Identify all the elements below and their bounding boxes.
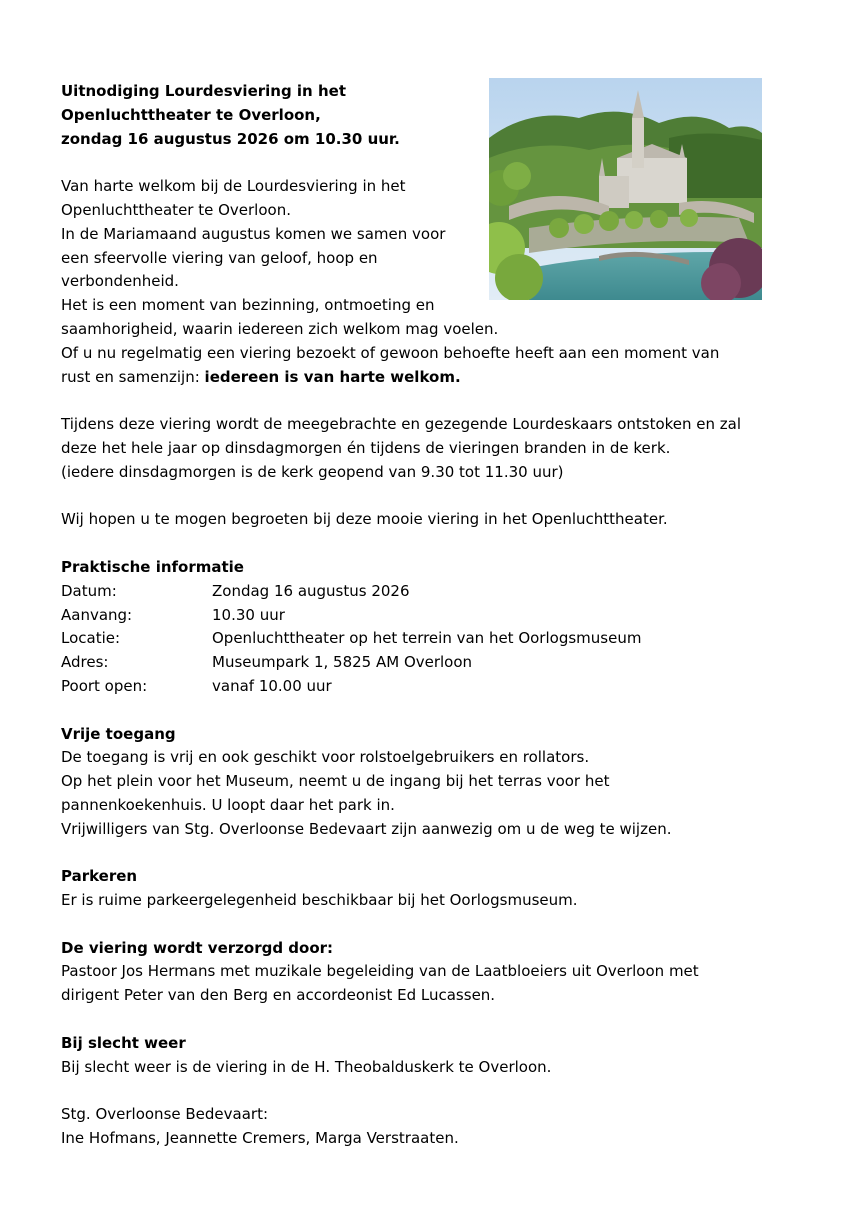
provided-line: Pastoor Jos Hermans met muzikale begeleiding van de Laatbloeiers uit Overloon met	[61, 962, 699, 981]
info-row-start	[61, 604, 781, 628]
info-value: Zondag 16 augustus 2026	[212, 581, 410, 600]
intro-line: In de Mariamaand augustus komen we samen voor	[61, 224, 446, 243]
document-body	[61, 80, 781, 1151]
hope-line: Wij hopen u te mogen begroeten bij deze mooie viering in het Openluchttheater.	[61, 510, 668, 529]
intro-line: Van harte welkom bij de Lourdesviering in het	[61, 177, 406, 196]
signature-names: Ine Hofmans, Jeannette Cremers, Marga Verstraaten.	[61, 1129, 459, 1148]
intro-line: Het is een moment van bezinning, ontmoeting en	[61, 296, 435, 315]
access-line: De toegang is vrij en ook geschikt voor rolstoelgebruikers en rollators.	[61, 748, 590, 767]
practical-info-heading: Praktische informatie	[61, 557, 244, 576]
info-value: 10.30 uur	[212, 605, 285, 624]
info-key: Datum:	[61, 581, 117, 600]
info-value: vanaf 10.00 uur	[212, 676, 332, 695]
info-row-gate-open	[61, 675, 781, 699]
info-key: Locatie:	[61, 629, 121, 648]
intro-line: een sfeervolle viering van geloof, hoop en	[61, 248, 378, 267]
access-line: Vrijwilligers van Stg. Overloonse Bedevaart zijn aanwezig om u de weg te wijzen.	[61, 819, 672, 838]
candle-line: deze het hele jaar op dinsdagmorgen én tijdens de vieringen branden in de kerk.	[61, 438, 671, 457]
intro-line: saamhorigheid, waarin iedereen zich welkom mag voelen.	[61, 319, 499, 338]
info-key: Aanvang:	[61, 605, 133, 624]
info-value: Museumpark 1, 5825 AM Overloon	[212, 653, 473, 672]
info-row-location	[61, 627, 781, 651]
access-line: Op het plein voor het Museum, neemt u de ingang bij het terras voor het	[61, 772, 610, 791]
bad-weather-heading: Bij slecht weer	[61, 1033, 186, 1052]
info-row-address	[61, 651, 781, 675]
free-access-heading: Vrije toegang	[61, 724, 176, 743]
parking-line: Er is ruime parkeergelegenheid beschikbaar bij het Oorlogsmuseum.	[61, 891, 578, 910]
intro-line: verbondenheid.	[61, 272, 179, 291]
invitation-title-line3: zondag 16 augustus 2026 om 10.30 uur.	[61, 129, 400, 148]
provided-by-heading: De viering wordt verzorgd door:	[61, 938, 334, 957]
intro-welcome-bold: iedereen is van harte welkom.	[204, 367, 461, 386]
info-key: Adres:	[61, 653, 109, 672]
candle-line: (iedere dinsdagmorgen is de kerk geopend van 9.30 tot 11.30 uur)	[61, 462, 564, 481]
info-value: Openluchttheater op het terrein van het Oorlogsmuseum	[212, 629, 642, 648]
candle-line: Tijdens deze viering wordt de meegebrachte en gezegende Lourdeskaars ontstoken en zal	[61, 415, 742, 434]
invitation-title-line2: Openluchttheater te Overloon,	[61, 105, 321, 124]
intro-line: Of u nu regelmatig een viering bezoekt of gewoon behoefte heeft aan een moment van	[61, 343, 720, 362]
info-row-date	[61, 580, 781, 604]
invitation-title-line1: Uitnodiging Lourdesviering in het	[61, 82, 346, 100]
intro-welcome-line	[61, 366, 781, 390]
info-key: Poort open:	[61, 676, 148, 695]
access-line: pannenkoekenhuis. U loopt daar het park in.	[61, 795, 395, 814]
intro-line: Openluchttheater te Overloon.	[61, 200, 291, 219]
provided-line: dirigent Peter van den Berg en accordeonist Ed Lucassen.	[61, 986, 496, 1005]
parking-heading: Parkeren	[61, 867, 138, 886]
bad-weather-line: Bij slecht weer is de viering in de H. Theobalduskerk te Overloon.	[61, 1057, 552, 1076]
signature-organization: Stg. Overloonse Bedevaart:	[61, 1105, 269, 1124]
intro-welcome-plain: rust en samenzijn:	[61, 367, 205, 386]
